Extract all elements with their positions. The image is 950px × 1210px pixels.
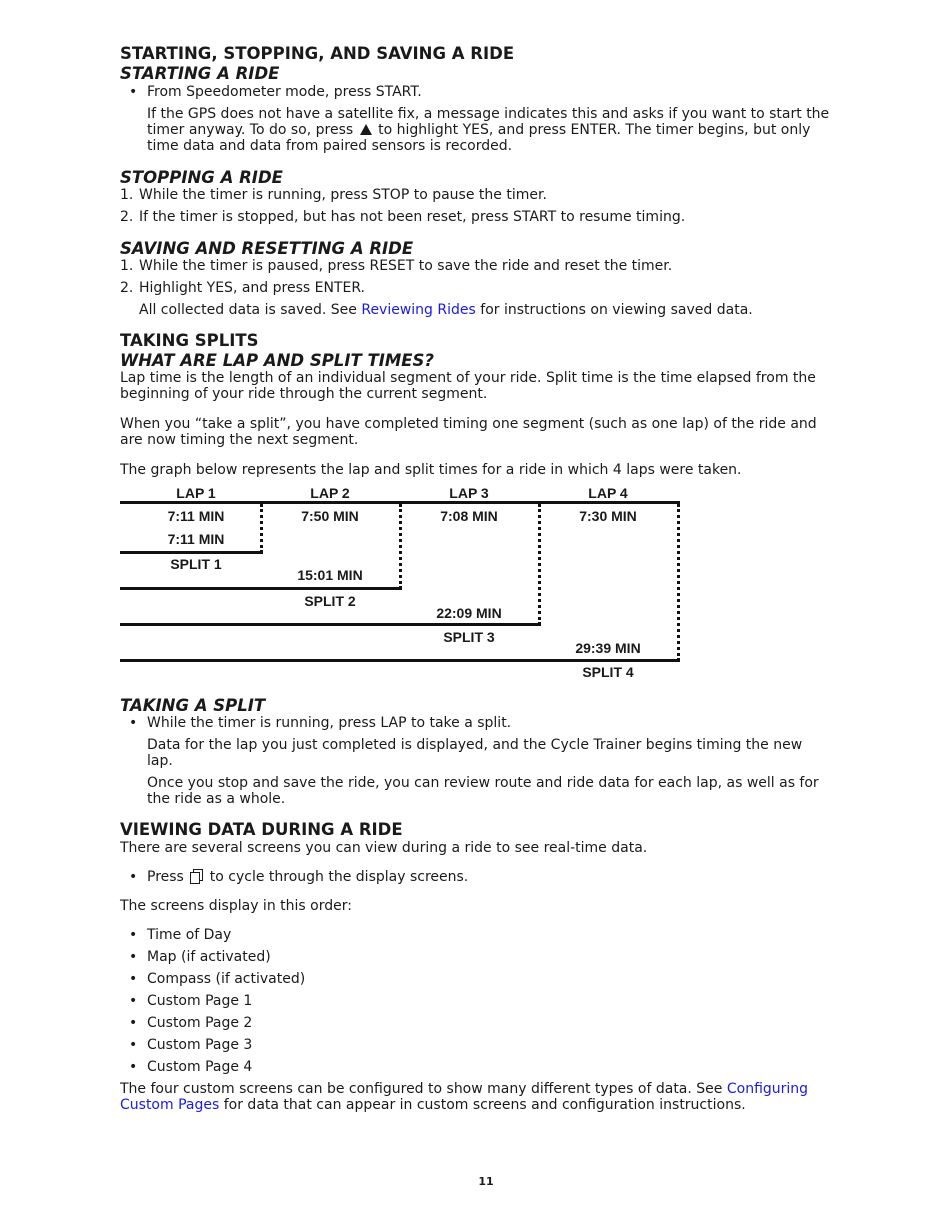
subsection-lap-split-times: WHAT ARE LAP AND SPLIT TIMES? [120, 351, 434, 370]
lap-label: LAP 2 [310, 485, 350, 501]
split-1-line [120, 551, 263, 554]
list-item: • Time of Day [120, 927, 832, 943]
list-item: • Press to cycle through the display screens. [120, 869, 832, 885]
split-label: SPLIT 4 [582, 664, 634, 680]
paragraph: There are several screens you can view during a ride to see real-time data. [120, 840, 648, 856]
split-time: 15:01 MIN [297, 567, 363, 583]
paragraph: The graph below represents the lap and split times for a ride in which 4 laps were taken. [120, 462, 742, 478]
lap-label: LAP 1 [176, 485, 216, 501]
configuring-custom-pages-link[interactable]: Configuring Custom Pages [120, 1081, 809, 1113]
subsection-starting-a-ride: STARTING A RIDE [120, 64, 280, 83]
list-item: 2. If the timer is stopped, but has not been reset, press START to resume timing. [120, 209, 686, 225]
lap-note: Data for the lap you just completed is displayed, and the Cycle Trainer begins timing the new lap. [147, 737, 803, 769]
list-item: 1. While the timer is running, press STOP to pause the timer. [120, 187, 547, 203]
split-time: 29:39 MIN [575, 640, 641, 656]
split-label: SPLIT 3 [443, 629, 495, 645]
lap-time: 7:11 MIN [167, 508, 225, 524]
lap-time: 7:50 MIN [301, 508, 359, 524]
split-2-line [120, 587, 402, 590]
screen-list [120, 927, 832, 1075]
subsection-saving-resetting: SAVING AND RESETTING A RIDE [120, 239, 414, 258]
list-item: • While the timer is running, press LAP to take a split. [120, 715, 832, 731]
lap-3-boundary [538, 504, 541, 625]
lap-label: LAP 4 [588, 485, 628, 501]
section-title-viewing-data: VIEWING DATA DURING A RIDE [120, 820, 403, 839]
document-page-lower [120, 696, 832, 1113]
lap-1-boundary [260, 504, 263, 553]
review-note: Once you stop and save the ride, you can review route and ride data for each lap, as well as for the ride as a whole. [147, 775, 819, 807]
list-item: • From Speedometer mode, press START. [120, 84, 832, 100]
reviewing-rides-link[interactable]: Reviewing Rides [361, 302, 476, 318]
list-item: • Custom Page 4 [120, 1059, 832, 1075]
split-time: 7:11 MIN [167, 531, 225, 547]
gps-note: If the GPS does not have a satellite fix, a message indicates this and asks if you want to start the timer anyway. To do so, press to highlight YES, and press ENTER. The timer begins, but only time data and data from paired sensors is recorded. [147, 106, 830, 154]
lap-split-diagram [120, 484, 682, 684]
split-time: 22:09 MIN [436, 605, 502, 621]
split-3-line [120, 623, 541, 626]
list-item: • Custom Page 1 [120, 993, 832, 1009]
save-note: All collected data is saved. See Reviewing Rides for instructions on viewing saved data. [139, 302, 753, 318]
list-item: 2. Highlight YES, and press ENTER. [120, 280, 366, 296]
list-item: • Map (if activated) [120, 949, 832, 965]
lap-time: 7:08 MIN [440, 508, 498, 524]
closing-paragraph: The four custom screens can be configured to show many different types of data. See Configuring Custom Pages for data that can appear in custom screens and configuration instructions. [120, 1081, 809, 1113]
lap-time: 7:30 MIN [579, 508, 637, 524]
list-item: 1. While the timer is paused, press RESET to save the ride and reset the timer. [120, 258, 673, 274]
list-item: • Compass (if activated) [120, 971, 832, 987]
split-label: SPLIT 1 [170, 556, 222, 572]
page-number: 11 [478, 1175, 494, 1188]
lap-2-boundary [399, 504, 402, 589]
subsection-stopping-a-ride: STOPPING A RIDE [120, 168, 283, 187]
subsection-taking-a-split: TAKING A SPLIT [120, 696, 266, 715]
paragraph: When you “take a split”, you have completed timing one segment (such as one lap) of the ride and are now timing the next segment. [120, 416, 817, 448]
lap-4-boundary [677, 504, 680, 661]
up-triangle-icon [360, 124, 372, 135]
lap-label: LAP 3 [449, 485, 489, 501]
split-4-line [120, 659, 680, 662]
list-item: • Custom Page 2 [120, 1015, 832, 1031]
paragraph: The screens display in this order: [120, 898, 352, 914]
document-page [120, 44, 832, 478]
paragraph: Lap time is the length of an individual segment of your ride. Split time is the time elapsed from the beginning of your ride through the current segment. [120, 370, 816, 402]
section-title-taking-splits: TAKING SPLITS [120, 331, 259, 350]
page-cycle-icon [190, 869, 203, 883]
split-label: SPLIT 2 [304, 593, 356, 609]
section-title-starting: STARTING, STOPPING, AND SAVING A RIDE [120, 44, 515, 63]
list-item: • Custom Page 3 [120, 1037, 832, 1053]
